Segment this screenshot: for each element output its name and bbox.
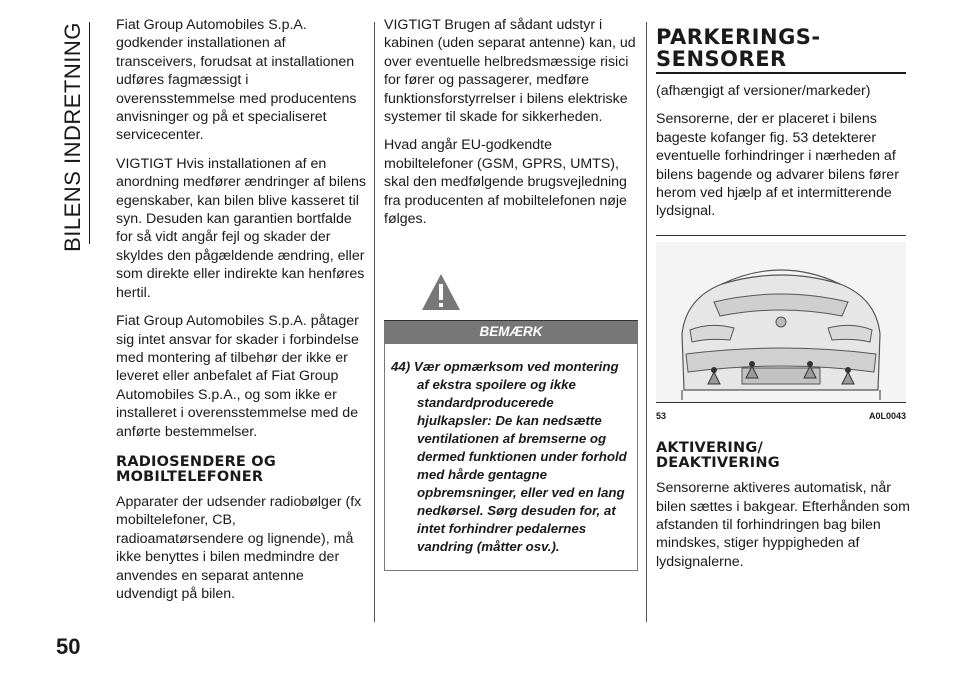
paragraph-versions: (afhængigt af versioner/markeder) <box>656 83 871 99</box>
heading2-line-2: DEAKTIVERING <box>656 455 780 472</box>
column-1 <box>116 16 366 613</box>
page-number: 50 <box>56 634 81 659</box>
note-text: 44) Vær opmærksom ved montering af ekstra spoilere og ikke standardproducerede hjulkapsler: De kan nedsætte ventilationen af bremserne og dermed funktionen under forhold med hårde gentagne opbremsninger, eller ved en lang nedkørsel. Sørg desuden for, at intet forhindrer pedalernes vandring (måtter osv.). <box>391 358 627 554</box>
section-heading-parking-sensors <box>656 26 912 70</box>
column-3 <box>656 16 912 581</box>
car-rear-illustration <box>656 242 906 402</box>
heading-line-1: PARKERINGS- <box>656 25 821 49</box>
note-box <box>384 344 638 571</box>
column-2 <box>384 16 638 571</box>
paragraph-eu-phones: Hvad angår EU-godkendte mobiltelefoner (GSM, GPRS, UMTS), skal den medfølgende brugsvejledning fra producenten af mobiltelefonen nøje følges. <box>384 137 627 228</box>
warning-triangle-icon <box>420 272 462 312</box>
paragraph-radio-devices: Apparater der udsender radiobølger (fx mobiltelefoner, CB, radioamatørsendere og lignende), må ikke benyttes i bilen medmindre der anvendes en separat antenne udvendigt på bilen. <box>116 493 362 602</box>
section-heading-radio: RADIOSENDERE OG MOBILTELEFONER <box>116 453 276 485</box>
figure-top-rule <box>656 235 906 236</box>
heading-underline <box>656 72 906 74</box>
paragraph-activation: Sensorerne aktiveres automatisk, når bilen sættes i bakgear. Efterhånden som afstanden til forhindringen bag bilen mindskes, stiger hyppigheden af lydsignalerne. <box>656 480 910 570</box>
paragraph-sensors: Sensorerne, der er placeret i bilens bageste kofanger fig. 53 detekterer eventuelle forhindringer i nærheden af bilens bagende og advarer bilens fører herom ved hjælp af et intermitterende lydsignal. <box>656 111 899 220</box>
chapter-title-text: BILENS INDRETNING <box>60 22 85 252</box>
figure-bottom-rule <box>656 402 906 403</box>
figure-number: 53 <box>656 410 667 421</box>
paragraph-approval: Fiat Group Automobiles S.p.A. godkender installationen af transceivers, forudsat at installationen udføres fagmæssigt i overensstemmelse med producentens anvisninger og på et specialiseret servicecenter. <box>116 17 357 144</box>
column-divider-2 <box>646 22 647 622</box>
heading-line-2: SENSORER <box>656 47 787 71</box>
chapter-rule <box>89 22 90 244</box>
figure-caption <box>656 407 906 425</box>
paragraph-important-modification: VIGTIGT Hvis installationen af en anordning medfører ændringer af bilens egenskaber, kan bilen blive kasseret til syn. Desuden kan garantien bortfalde for så vidt angår fejl og skader der skyldes den pågældende ændring, eller som direkte eller indirekte kan henføres hertil. <box>116 155 366 301</box>
column-divider-1 <box>374 22 375 622</box>
paragraph-liability: Fiat Group Automobiles S.p.A. påtager sig intet ansvar for skader i forbindelse med montering af tilbehør der ikke er leveret eller anbefalet af Fiat Group Automobiles S.p.A., og som ikke er installeret i overensstemmelse med de anførte bestemmelser. <box>116 313 359 440</box>
paragraph-important-usage: VIGTIGT Brugen af sådant udstyr i kabinen (uden separat antenne) kan, ud over eventuelle helbredsmæssige risici for fører og passagerer, medføre funktionsforstyrrelser i bilens elektriske systemer til skade for sikkerheden. <box>384 17 636 126</box>
heading2-line-1: AKTIVERING/ <box>656 440 763 457</box>
note-header: BEMÆRK <box>384 320 638 343</box>
figure-code: A0L0043 <box>868 410 906 421</box>
chapter-title <box>58 22 88 252</box>
section-heading-activation <box>656 441 912 471</box>
